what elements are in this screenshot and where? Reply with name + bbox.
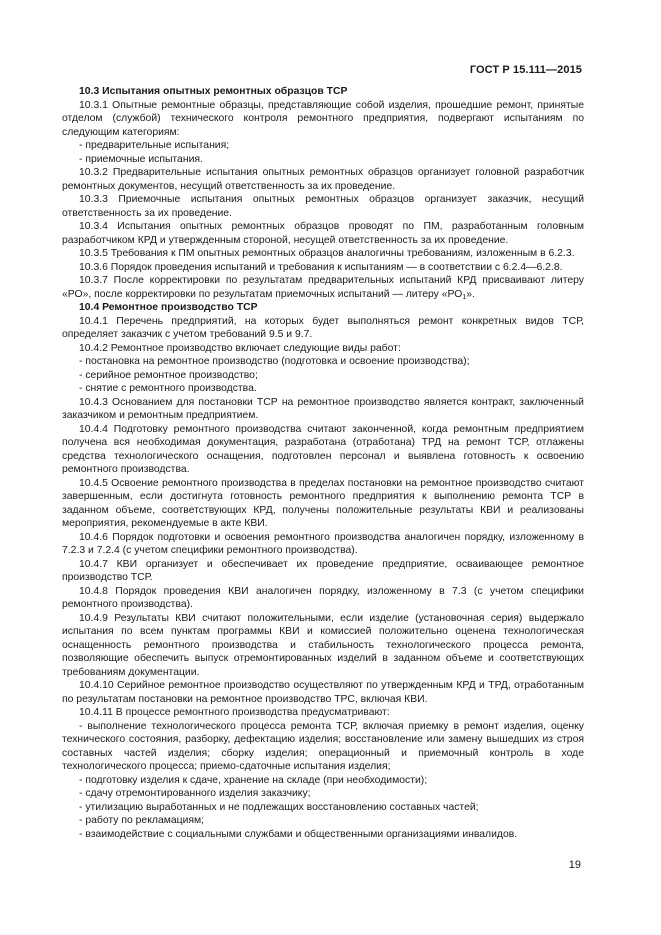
paragraph-text: 10.4.3 Основанием для постановки ТСР на ремонтное производство является контракт, заключенный заказчиком и ремонтным предприятием.	[62, 396, 584, 421]
list-item	[62, 355, 584, 369]
paragraph	[62, 706, 584, 720]
paragraph	[62, 274, 584, 301]
paragraph-text: - подготовку изделия к сдаче, хранение на складе (при необходимости);	[79, 774, 428, 786]
paragraph-text: 10.3.6 Порядок проведения испытаний и требования к испытаниям — в соответствии с 6.2.4—6.2.8.	[79, 261, 563, 273]
paragraph-text: - снятие с ремонтного производства.	[79, 383, 257, 394]
list-item	[62, 153, 584, 167]
list-item	[62, 774, 584, 788]
paragraph	[62, 99, 584, 140]
paragraph	[62, 423, 584, 477]
paragraph	[62, 166, 584, 193]
paragraph-text: 10.4.9 Результаты КВИ считают положительными, если изделие (установочная серия) выдержало испытания по всем пунктам программы КВИ и комиссией положительно оценена технологическая оснащенность ремонтного производства и стабильность технологического процесса ремонта, позволяющие обеспечить выпуск отремонтированных изделий в заданном объеме и соответствующих требованиям документации.	[62, 612, 584, 678]
paragraph-text: 10.3.4 Испытания опытных ремонтных образцов проводят по ПМ, разработанным головным разработчиком КРД и утвержденным стороной, несущей ответственность за их проведение.	[62, 221, 584, 246]
paragraph	[62, 396, 584, 423]
list-item	[62, 382, 584, 396]
paragraph-text: - постановка на ремонтное производство (подготовка и освоение производства);	[79, 356, 470, 367]
document-body	[62, 85, 584, 841]
list-item	[62, 801, 584, 815]
paragraph-text: - приемочные испытания.	[79, 153, 203, 165]
paragraph-text: 10.4.5 Освоение ремонтного производства в пределах постановки на ремонтное производство считают завершенным, если достигнута готовность ремонтного предприятия к выполнению ремонта ТСР в заданном объеме, соответствующих КРД, получены положительные результаты КВИ и реализованы мероприятия, рекомендуемые в акте КВИ.	[62, 477, 584, 529]
paragraph-text: - утилизацию выработанных и не подлежащих восстановлению составных частей;	[79, 801, 479, 813]
paragraph	[62, 220, 584, 247]
paragraph	[62, 315, 584, 342]
paragraph	[62, 531, 584, 558]
list-item	[62, 828, 584, 842]
paragraph-text: - сдачу отремонтированного изделия заказчику;	[79, 788, 311, 799]
paragraph	[62, 261, 584, 275]
paragraph	[62, 193, 584, 220]
page-number: 19	[568, 859, 581, 871]
paragraph-text: 10.3.7 После корректировки по результатам предварительных испытаний КРД присваивают литеру «РО», после корректировки по результатам приемочных испытаний — литеру «РО	[62, 275, 584, 300]
paragraph-text: 10.3.3 Приемочные испытания опытных ремонтных образцов организует заказчик, несущий ответственность за их проведение.	[62, 194, 584, 219]
paragraph-text: 10.3.5 Требования к ПМ опытных ремонтных образцов аналогичны требованиям, изложенным в 6.2.3.	[79, 248, 575, 259]
paragraph-text: 10.4.10 Серийное ремонтное производство осуществляют по утвержденным КРД и ТРД, отработанным по результатам постановки на ремонтное производство ТРС, включая КВИ.	[62, 680, 584, 705]
paragraph-text: 10.4.8 Порядок проведения КВИ аналогичен порядку, изложенному в 7.3 (с учетом специфики ремонтного производства).	[62, 585, 584, 610]
subscript: 1	[462, 293, 467, 301]
paragraph	[62, 558, 584, 585]
list-item	[62, 369, 584, 383]
list-item	[62, 139, 584, 153]
paragraph	[62, 585, 584, 612]
paragraph-text: 10.4.4 Подготовку ремонтного производства считают законченной, когда ремонтным предприятием получена вся необходимая документация, разработана (отработана) ТРД на ремонт ТСР, отлажены средства технологического оснащения, подготовлен персонал и выявлена готовность к освоению ремонтного производства.	[62, 423, 584, 475]
paragraph-text: - взаимодействие с социальными службами и общественными организациями инвалидов.	[79, 828, 518, 840]
paragraph	[62, 342, 584, 356]
paragraph	[62, 612, 584, 680]
paragraph	[62, 679, 584, 706]
paragraph-text: - выполнение технологического процесса ремонта ТСР, включая приемку в ремонт изделия, оценку технического состояния, разборку, дефектацию изделия; восстановление или замену вышедших из строя составных частей изделия; сборку изделия; операционный и приемочный контроль в ходе технологического процесса; приемо-сдаточные испытания изделия;	[62, 720, 584, 772]
paragraph	[62, 720, 584, 774]
paragraph-text: 10.4.1 Перечень предприятий, на которых будет выполняться ремонт конкретных видов ТСР, определяет заказчик с учетом требований 9.5 и 9.7.	[62, 315, 584, 340]
paragraph-text: 10.4.7 КВИ организует и обеспечивает их проведение предприятие, осваивающее ремонтное производство ТСР.	[62, 558, 584, 583]
document-code: ГОСТ Р 15.111—2015	[469, 64, 582, 76]
paragraph	[62, 477, 584, 531]
paragraph-text: - предварительные испытания;	[79, 140, 230, 151]
section-heading	[62, 301, 584, 315]
list-item	[62, 787, 584, 801]
paragraph-tail: ».	[466, 288, 475, 300]
paragraph-text: - серийное ремонтное производство;	[79, 369, 258, 381]
section-heading	[62, 85, 584, 99]
paragraph-text: 10.4.6 Порядок подготовки и освоения ремонтного производства аналогичен порядку, изложенному в 7.2.3 и 7.2.4 (с учетом специфики ремонтного производства).	[62, 531, 584, 556]
paragraph	[62, 247, 584, 261]
paragraph-text: 10.3 Испытания опытных ремонтных образцов ТСР	[79, 86, 348, 97]
paragraph-text: - работу по рекламациям;	[79, 815, 205, 826]
list-item	[62, 814, 584, 828]
paragraph-text: 10.4.2 Ремонтное производство включает следующие виды работ:	[79, 342, 401, 354]
paragraph-text: 10.3.2 Предварительные испытания опытных ремонтных образцов организует головной разработчик ремонтных документов, несущий ответственность за их проведение.	[62, 167, 584, 192]
paragraph-text: 10.4 Ремонтное производство ТСР	[79, 302, 258, 313]
paragraph-text: 10.4.11 В процессе ремонтного производства предусматривают:	[79, 707, 390, 718]
paragraph-text: 10.3.1 Опытные ремонтные образцы, представляющие собой изделия, прошедшие ремонт, принятые отделом (службой) технического контроля ремонтного предприятия, подвергают испытаниям по следующим категориям:	[62, 99, 584, 138]
